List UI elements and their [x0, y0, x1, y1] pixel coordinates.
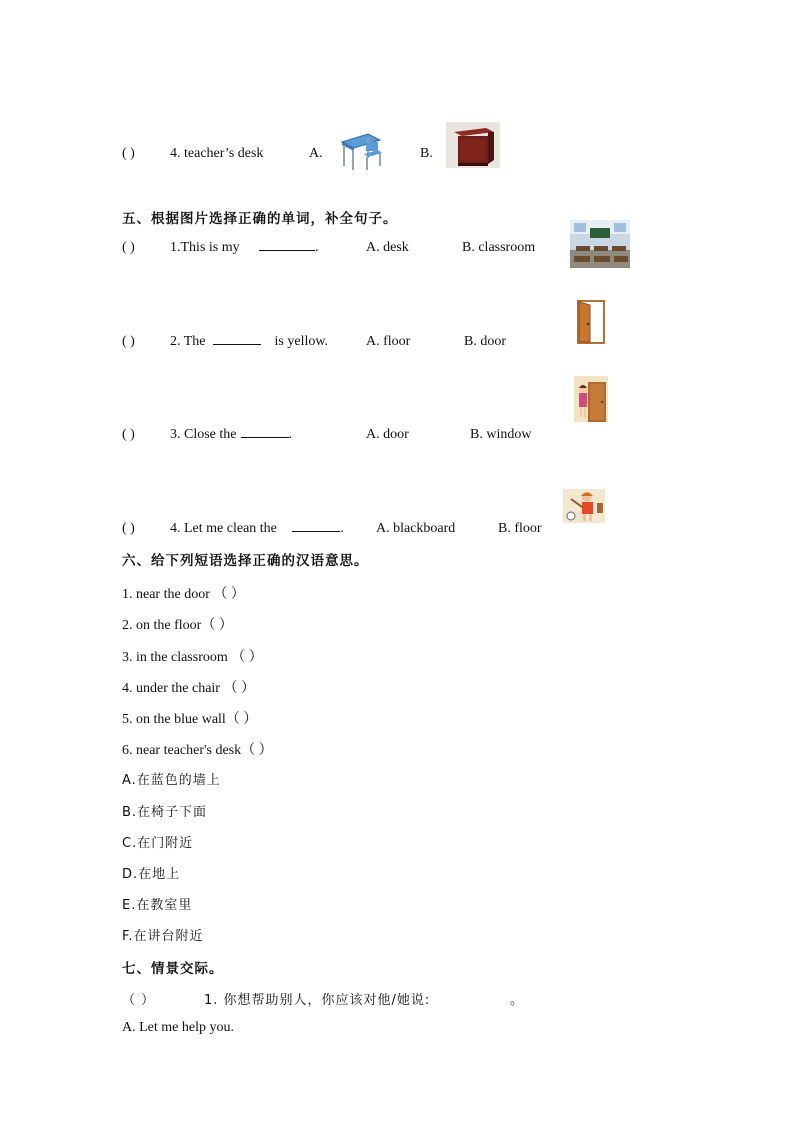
s7-q1-text: 1. 你想帮助别人，你应该对他/她说:: [204, 993, 431, 1008]
s5-q3-option-a: A. door: [366, 427, 409, 442]
s6-option: E.在教室里: [122, 898, 193, 913]
s5-q1-post: .: [315, 240, 319, 255]
woman-at-door-image: [574, 376, 608, 422]
s5-q1-option-a: A. desk: [366, 240, 409, 255]
s5-q2-option-a: A. floor: [366, 334, 411, 349]
s5-q4-paren: ( ): [122, 521, 135, 536]
s5-q2-post: is yellow.: [274, 334, 329, 349]
s5-q2-blank[interactable]: [213, 343, 261, 345]
s4-q4-option-a: A.: [309, 146, 323, 161]
s6-option: C.在门附近: [122, 836, 194, 851]
s5-q3-blank[interactable]: [241, 436, 289, 438]
student-desk-image: [338, 128, 386, 174]
s5-q3-text: [170, 427, 292, 443]
section5-heading: 五、根据图片选择正确的单词，补全句子。: [122, 211, 398, 227]
s5-q2-text: [170, 334, 328, 350]
s6-item: 4. under the chair （ ）: [122, 681, 255, 696]
s7-q1-end: 。: [510, 993, 525, 1008]
s5-q3-paren: ( ): [122, 427, 135, 442]
s4-q4-option-b: B.: [420, 146, 433, 161]
s5-q1-pre: 1.This is my: [170, 240, 240, 255]
s5-q4-option-a: A. blackboard: [376, 521, 456, 536]
s5-q4-post: .: [340, 521, 344, 536]
s5-q3-pre: 3. Close the: [170, 427, 237, 442]
section6-heading: 六、给下列短语选择正确的汉语意思。: [122, 553, 369, 569]
s6-option: A.在蓝色的墙上: [122, 773, 221, 788]
s5-q3-option-b: B. window: [470, 427, 532, 442]
s5-q1-paren: ( ): [122, 240, 135, 255]
section7-heading: 七、情景交际。: [122, 961, 224, 977]
s4-q4-text: 4. teacher’s desk: [170, 146, 264, 161]
s5-q4-pre: 4. Let me clean the: [170, 521, 277, 536]
classroom-image: [570, 220, 630, 268]
s5-q4-option-b: B. floor: [498, 521, 542, 536]
s6-item: 2. on the floor（ ）: [122, 618, 233, 633]
s5-q2-pre: 2. The: [170, 334, 206, 349]
s5-q2-option-b: B. door: [464, 334, 506, 349]
s4-q4-paren: ( ): [122, 146, 135, 161]
s6-option: D.在地上: [122, 867, 181, 882]
s6-option: B.在椅子下面: [122, 805, 208, 820]
podium-image: [446, 122, 500, 168]
s5-q1-blank[interactable]: [259, 249, 315, 251]
girl-cleaning-image: [563, 489, 605, 523]
s5-q4-blank[interactable]: [292, 530, 340, 532]
s7-q1-paren: （ ）: [122, 993, 156, 1008]
s5-q2-paren: ( ): [122, 334, 135, 349]
s6-item: 6. near teacher's desk（ ）: [122, 743, 273, 758]
s5-q4-text: [170, 521, 344, 537]
door-image: [574, 300, 608, 344]
s6-item: 1. near the door （ ）: [122, 587, 245, 602]
s6-item: 5. on the blue wall（ ）: [122, 712, 258, 727]
s5-q3-post: .: [288, 427, 292, 442]
s7-option-a: A. Let me help you.: [122, 1020, 234, 1035]
s6-item: 3. in the classroom （ ）: [122, 650, 263, 665]
s5-q1-text: [170, 240, 319, 256]
s5-q1-option-b: B. classroom: [462, 240, 536, 255]
s6-option: F.在讲台附近: [122, 929, 204, 944]
